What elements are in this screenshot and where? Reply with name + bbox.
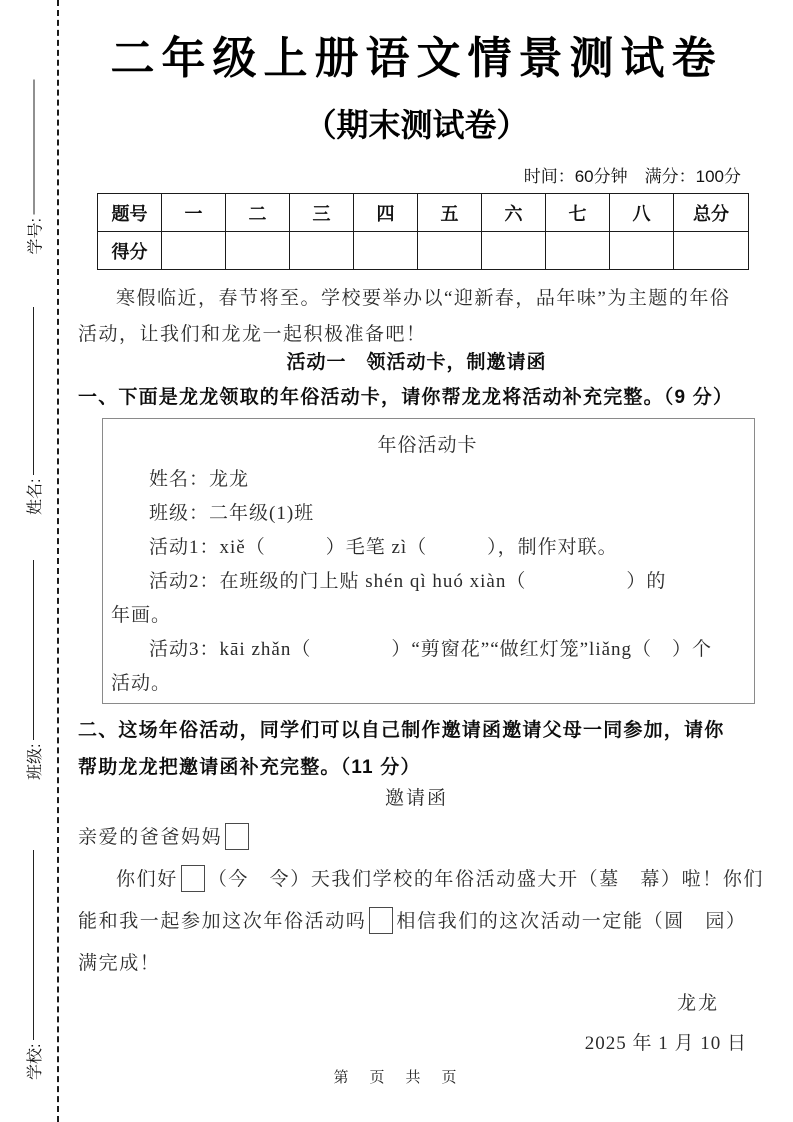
card-line-activity3-wrap: 活动。 — [111, 673, 172, 694]
school-write-line[interactable] — [33, 850, 34, 1040]
activity-one-header: 活动一 领活动卡，制邀请函 — [286, 352, 547, 373]
score-cell[interactable] — [546, 232, 610, 270]
body-text: 你们好 — [116, 869, 178, 890]
page-subtitle: （期末测试卷） — [304, 107, 529, 143]
intro-line: 寒假临近，春节将至。学校要举办以“迎新春，品年味”为主题的年俗 — [116, 288, 731, 309]
student-number-label: 学号: — [27, 218, 44, 255]
question-two-line: 二、这场年俗活动，同学们可以自己制作邀请函邀请父母一同参加，请你 — [78, 720, 725, 741]
col-header: 六 — [482, 194, 546, 232]
intro-paragraph — [78, 281, 760, 353]
score-cell[interactable] — [290, 232, 354, 270]
question-two-line: 帮助龙龙把邀请函补充完整。（11 分） — [78, 757, 421, 778]
intro-line: 活动，让我们和龙龙一起积极准备吧！ — [78, 324, 427, 345]
col-header: 七 — [546, 194, 610, 232]
invitation-greeting-line — [78, 822, 768, 850]
sidebar-field-class — [22, 560, 44, 780]
col-header: 四 — [354, 194, 418, 232]
class-label: 班级: — [26, 743, 44, 780]
invitation-body-line-1 — [78, 864, 768, 892]
score-cell-total[interactable] — [674, 232, 749, 270]
page-number-footer: 第 页 共 页 — [333, 1069, 460, 1086]
card-line-class: 班级：二年级(1)班 — [149, 503, 315, 524]
card-line-name: 姓名：龙龙 — [149, 469, 250, 490]
sidebar-field-school — [22, 850, 44, 1080]
invitation-body-line-2 — [78, 906, 768, 934]
punctuation-answer-box[interactable] — [369, 907, 393, 934]
score-table-score-row — [98, 232, 749, 270]
col-header: 三 — [290, 194, 354, 232]
score-cell[interactable] — [226, 232, 290, 270]
col-header: 二 — [226, 194, 290, 232]
card-title: 年俗活动卡 — [377, 435, 478, 456]
invitation-date: 2025 年 1 月 10 日 — [584, 1033, 747, 1054]
sidebar-field-name — [22, 307, 44, 515]
seal-fold-line — [57, 0, 59, 1122]
question-number-label: 题号 — [98, 194, 162, 232]
card-line-activity3: 活动3：kāi zhǎn（ ）“剪窗花”“做红灯笼”liǎng（ ）个 — [149, 639, 713, 660]
greeting-text: 亲爱的爸爸妈妈 — [78, 827, 223, 848]
col-header: 八 — [610, 194, 674, 232]
invitation-body-line-3: 满完成！ — [78, 953, 161, 974]
col-header: 五 — [418, 194, 482, 232]
school-label: 学校: — [26, 1043, 44, 1080]
folk-activity-card — [102, 418, 755, 704]
punctuation-answer-box[interactable] — [181, 865, 205, 892]
body-text: （今 令）天我们学校的年俗活动盛大开（墓 幕）啦！你们 — [207, 869, 765, 890]
col-header: 一 — [162, 194, 226, 232]
score-table — [97, 193, 749, 270]
class-write-line[interactable] — [33, 560, 34, 740]
time-score-meta: 时间：60分钟 满分：100分 — [523, 167, 741, 186]
score-cell[interactable] — [610, 232, 674, 270]
name-label: 姓名: — [26, 478, 44, 515]
score-cell[interactable] — [162, 232, 226, 270]
col-header-total: 总分 — [674, 194, 749, 232]
sidebar-field-student-number — [23, 80, 45, 255]
question-two-stem — [78, 712, 768, 786]
score-cell[interactable] — [482, 232, 546, 270]
body-text: 相信我们的这次活动一定能（圆 园） — [396, 911, 747, 932]
card-line-activity1: 活动1：xiě（ ）毛笔 zì（ ），制作对联。 — [149, 537, 618, 558]
question-one-stem: 一、下面是龙龙领取的年俗活动卡，请你帮龙龙将活动补充完整。（9 分） — [78, 387, 734, 408]
score-label: 得分 — [98, 232, 162, 270]
card-line-activity2: 活动2：在班级的门上贴 shén qì huó xiàn（ ）的 — [149, 571, 667, 592]
name-write-line[interactable] — [33, 307, 34, 475]
student-number-write-line[interactable] — [33, 80, 34, 215]
invitation-signature: 龙龙 — [676, 993, 719, 1014]
page-title: 二年级上册语文情景测试卷 — [110, 34, 723, 83]
punctuation-answer-box[interactable] — [225, 823, 249, 850]
score-table-header-row — [98, 194, 749, 232]
score-cell[interactable] — [354, 232, 418, 270]
card-line-activity2-wrap: 年画。 — [111, 605, 172, 626]
body-text: 能和我一起参加这次年俗活动吗 — [78, 911, 367, 932]
score-cell[interactable] — [418, 232, 482, 270]
invitation-title: 邀请函 — [384, 788, 448, 809]
